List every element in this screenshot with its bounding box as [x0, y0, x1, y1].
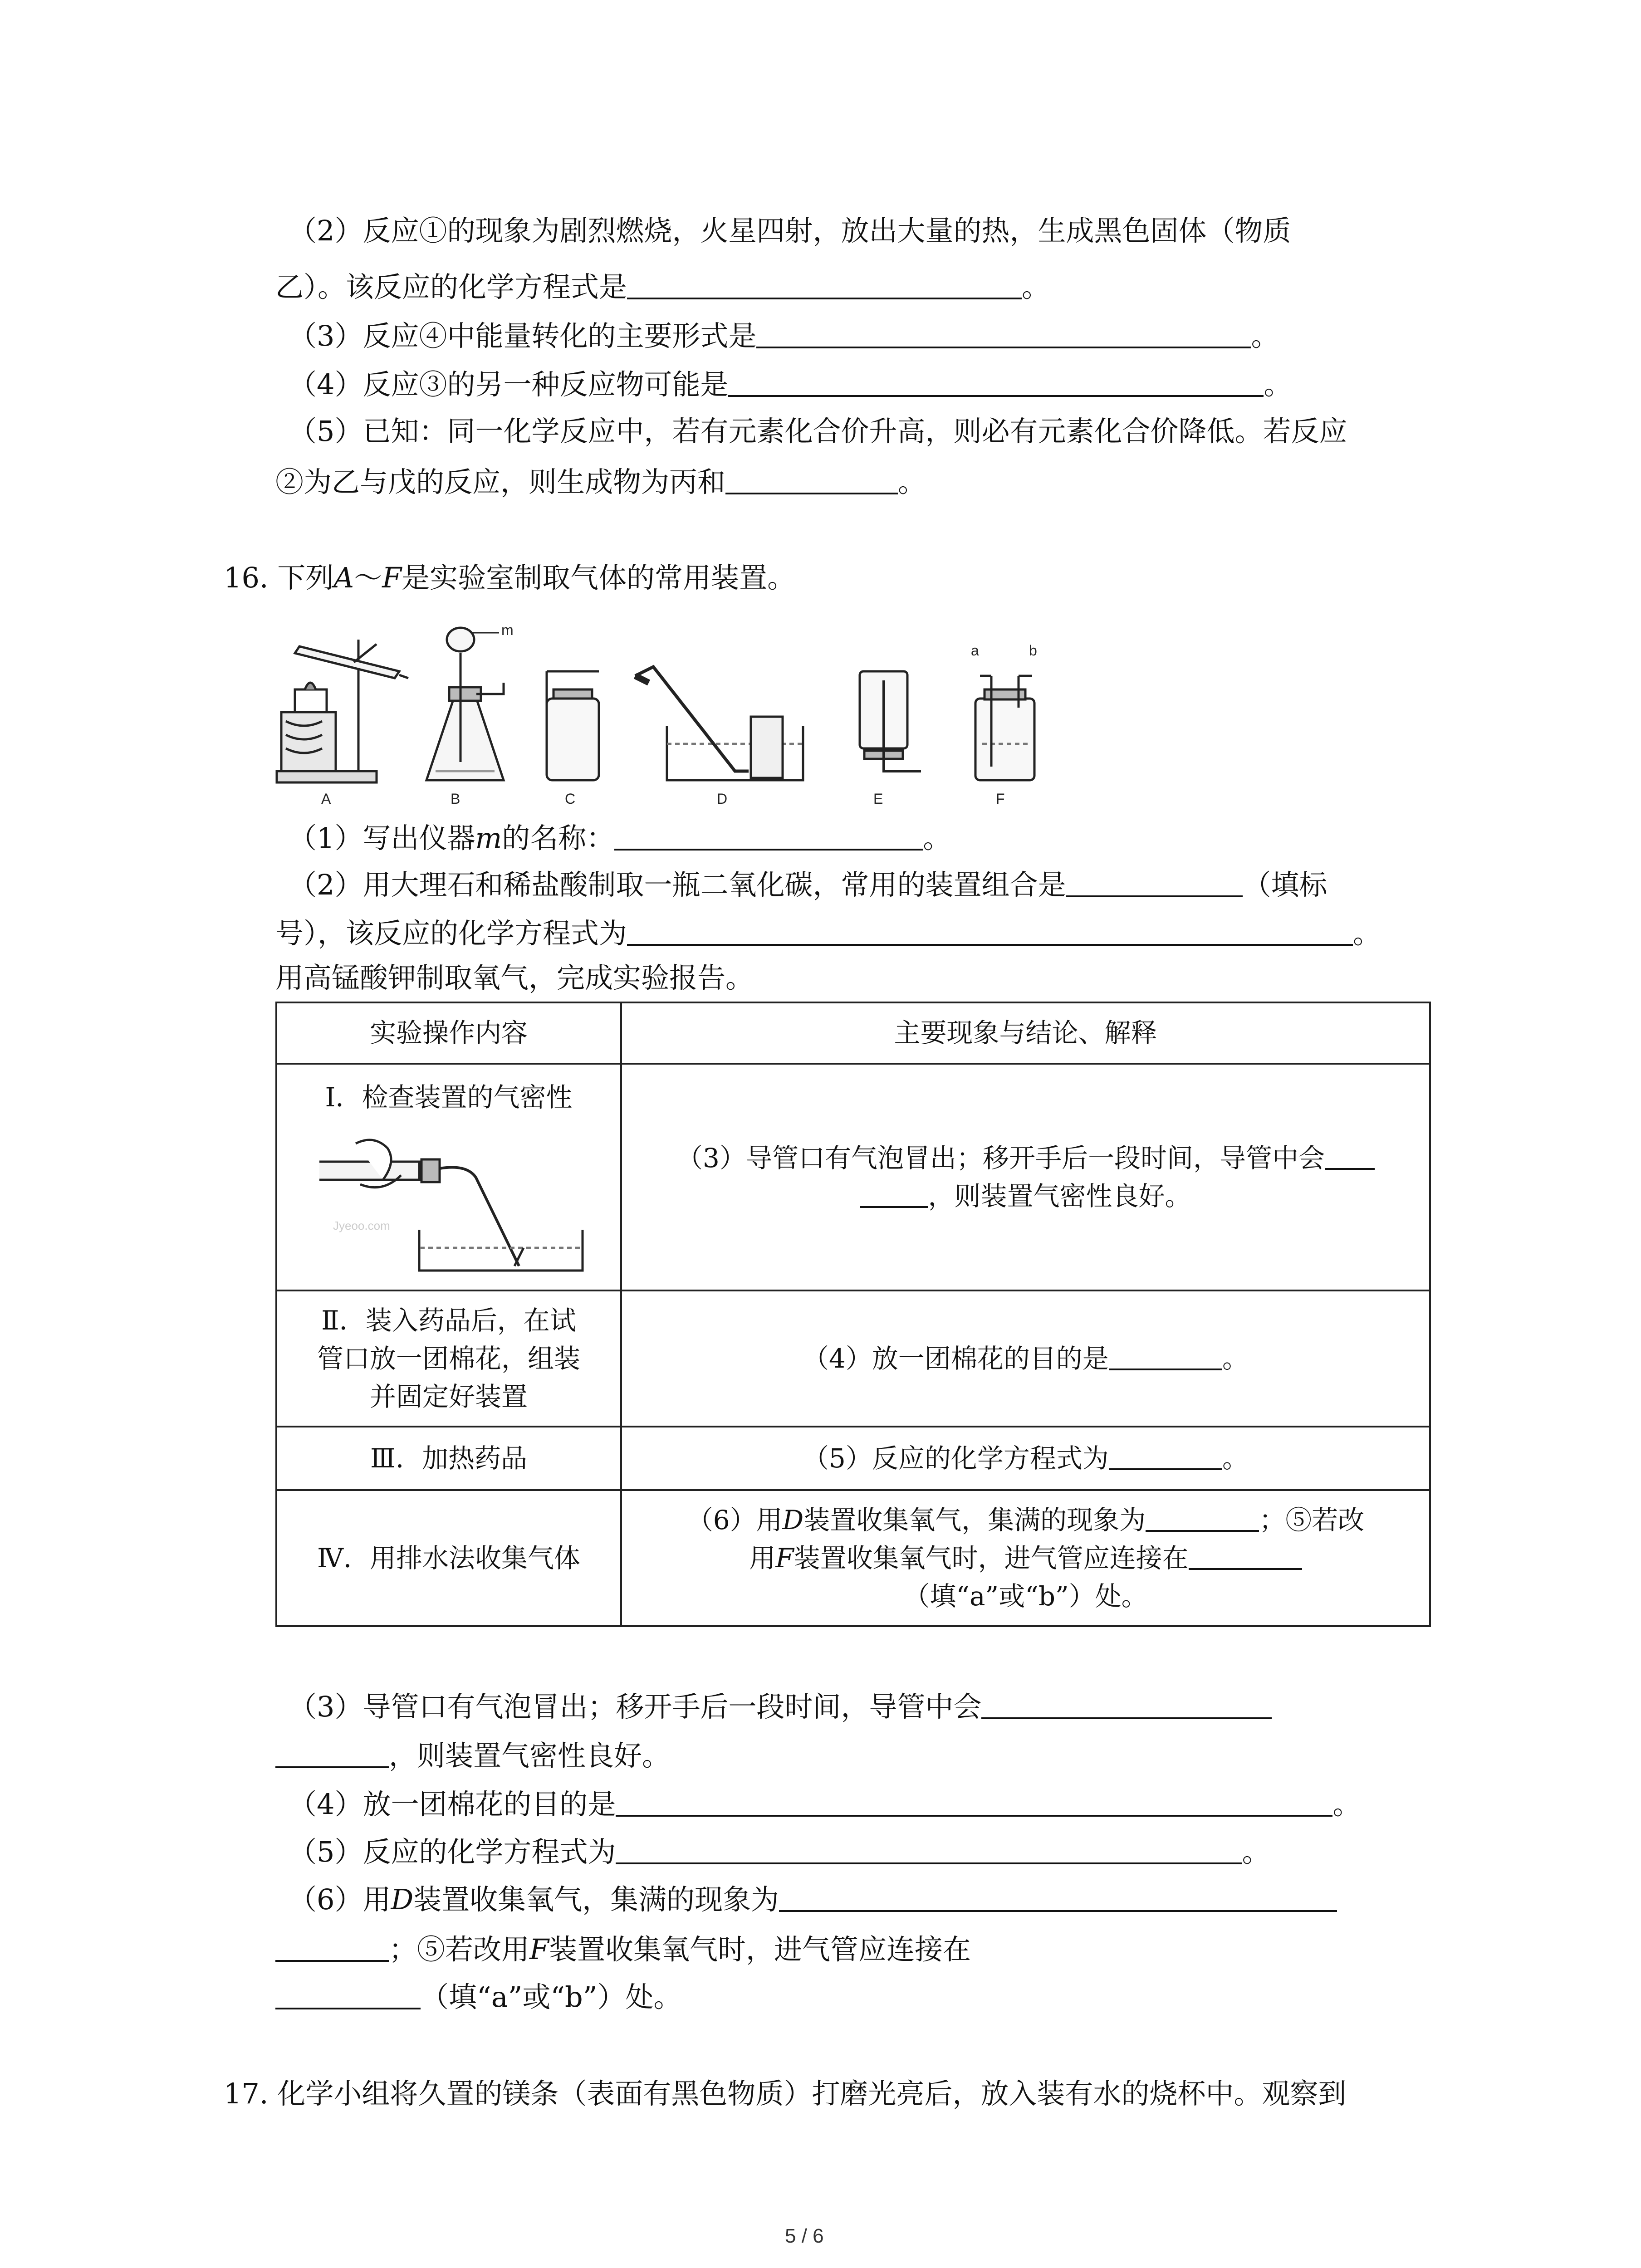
answer-blank[interactable] — [1109, 1443, 1222, 1470]
q16-answer6-line1: （6）用D装置收集氧气，集满的现象为 — [289, 1885, 1337, 1914]
answer-blank[interactable] — [275, 1741, 389, 1768]
answer-blank[interactable] — [616, 1789, 1332, 1817]
q16-answer6-line3: （填“a”或“b”）处。 — [275, 1982, 681, 2011]
q15-part2-line1: （2）反应①的现象为剧烈燃烧，火星四射，放出大量的热，生成黑色固体（物质 — [289, 214, 1291, 247]
table-row — [276, 1064, 1430, 1290]
q17-stem: 17. 化学小组将久置的镁条（表面有黑色物质）打磨光亮后，放入装有水的烧杯中。观察到 — [224, 2077, 1347, 2110]
page-number: 5 / 6 — [785, 2225, 824, 2247]
apparatus-f — [975, 676, 1034, 780]
apparatus-c — [547, 671, 599, 780]
watermark: Jyeoo.com — [333, 1219, 390, 1233]
q16-part2-line2: 号），该反应的化学方程式为 。 — [275, 917, 1381, 950]
answer-blank[interactable] — [1146, 1505, 1259, 1532]
label-a: a — [971, 642, 979, 659]
q16-answer5: （5）反应的化学方程式为 。 — [289, 1835, 1270, 1868]
answer-blank[interactable] — [275, 1935, 389, 1962]
q16-answer4: （4）放一团棉花的目的是 。 — [289, 1788, 1361, 1821]
table-header-row — [276, 1002, 1430, 1064]
answer-blank[interactable] — [860, 1181, 928, 1208]
apparatus-label: A — [321, 791, 331, 807]
answer-blank[interactable] — [1189, 1543, 1302, 1570]
apparatus-label: F — [996, 791, 1005, 807]
table-cell: Ⅳ．用排水法收集气体 — [276, 1490, 621, 1626]
answer-blank[interactable] — [1066, 870, 1243, 897]
table-row — [276, 1490, 1430, 1626]
q16-answer3-line1: （3）导管口有气泡冒出；移开手后一段时间，导管中会 — [289, 1692, 1272, 1721]
table-cell: （3）导管口有气泡冒出；移开手后一段时间，导管中会 ，则装置气密性良好。 — [621, 1064, 1430, 1290]
answer-blank[interactable] — [275, 1982, 421, 2009]
q16-answer6-line2: ；⑤若改用F装置收集氧气时，进气管应连接在 — [275, 1935, 971, 1964]
label-b: b — [1029, 642, 1037, 659]
apparatus-label: D — [717, 791, 728, 807]
answer-blank[interactable] — [981, 1692, 1272, 1719]
table-cell: Ⅲ．加热药品 — [276, 1427, 621, 1490]
table-header: 主要现象与结论、解释 — [621, 1002, 1430, 1064]
answer-blank[interactable] — [728, 370, 1264, 397]
apparatus-e — [860, 671, 921, 771]
table-header: 实验操作内容 — [276, 1002, 621, 1064]
label-m: m — [501, 622, 514, 638]
table-cell: Ⅱ．装入药品后，在试 管口放一团棉花，组装 并固定好装置 — [276, 1290, 621, 1427]
q15-part2-line2: 乙）。该反应的化学方程式是 。 — [275, 270, 1050, 303]
q16-part1: （1）写出仪器m的名称： 。 — [289, 821, 951, 855]
q15-part5-line2: ②为乙与戊的反应，则生成物为丙和 。 — [275, 465, 926, 499]
q16-report-intro: 用高锰酸钾制取氧气，完成实验报告。 — [275, 961, 754, 994]
q15-part5-line1: （5）已知：同一化学反应中，若有元素化合价升高，则必有元素化合价降低。若反应 — [289, 415, 1347, 448]
table-cell: （5）反应的化学方程式为 。 — [621, 1427, 1430, 1490]
apparatus-label: E — [873, 791, 883, 807]
answer-blank[interactable] — [627, 272, 1022, 299]
table-cell: （6）用D装置收集氧气，集满的现象为 ；⑤若改 用F装置收集氧气时，进气管应连接在 （填“a”或“b”）处。 — [621, 1490, 1430, 1626]
table-cell: （4）放一团棉花的目的是 。 — [621, 1290, 1430, 1427]
table-row — [276, 1427, 1430, 1490]
q15-part3: （3）反应④中能量转化的主要形式是 。 — [289, 319, 1279, 352]
q15-part4: （4）反应③的另一种反应物可能是 。 — [289, 368, 1292, 401]
table-row — [276, 1290, 1430, 1427]
airtightness-check-figure — [301, 1116, 596, 1280]
answer-blank[interactable] — [616, 1837, 1242, 1864]
answer-blank[interactable] — [1325, 1143, 1375, 1170]
apparatus-label: B — [451, 791, 460, 807]
table-cell: Ⅰ．检查装置的气密性 Jyeoo.com — [276, 1064, 621, 1290]
q16-stem: 16. 下列A～F是实验室制取气体的常用装置。 — [224, 561, 796, 594]
q16-answer3-line2: ，则装置气密性良好。 — [275, 1741, 670, 1770]
apparatus-d — [635, 667, 803, 780]
answer-blank[interactable] — [779, 1885, 1337, 1912]
apparatus-label: C — [565, 791, 576, 807]
answer-blank[interactable] — [725, 467, 898, 494]
answer-blank[interactable] — [756, 321, 1251, 348]
answer-blank[interactable] — [627, 919, 1353, 946]
answer-blank[interactable] — [614, 823, 923, 850]
apparatus-b — [426, 628, 504, 780]
apparatus-a — [277, 640, 408, 782]
experiment-report-table — [275, 1002, 1431, 1627]
q16-part2-line1: （2）用大理石和稀盐酸制取一瓶二氧化碳，常用的装置组合是 （填标 — [289, 868, 1327, 901]
answer-blank[interactable] — [1109, 1343, 1222, 1370]
